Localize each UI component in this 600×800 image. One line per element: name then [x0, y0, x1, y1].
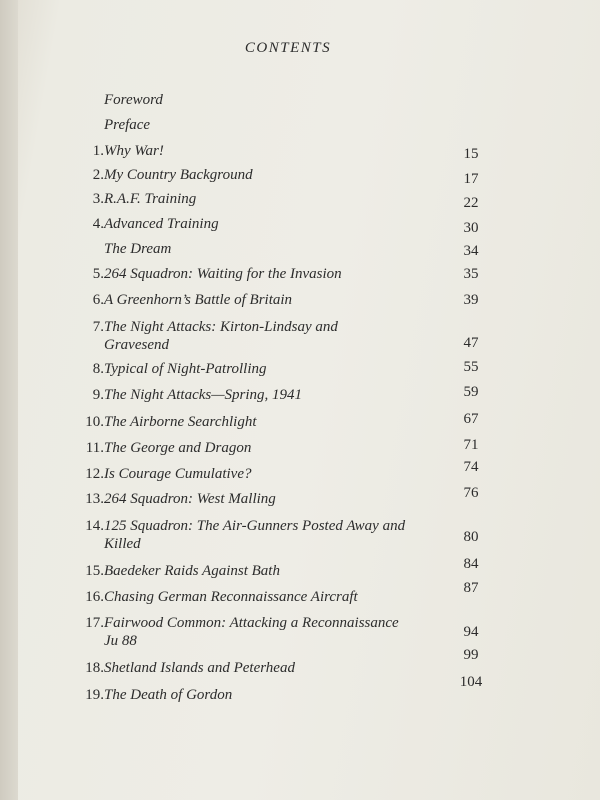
chapter-number: 4. [92, 216, 104, 232]
page-number: 104 [459, 674, 483, 690]
chapter-title: Is Courage Cumulative? [104, 466, 252, 482]
chapter-title: Typical of Night-Patrolling [104, 361, 267, 377]
chapter-number: 17. [85, 615, 104, 631]
toc-entry-title: Foreword [104, 92, 163, 108]
chapter-title: Advanced Training [104, 216, 219, 232]
chapter-number: 14. [85, 518, 104, 534]
chapter-title: Shetland Islands and Peterhead [104, 660, 295, 676]
page-number: 80 [463, 529, 479, 545]
chapter-title-line-2: Gravesend [104, 337, 169, 353]
page-number: 99 [463, 647, 479, 663]
page-number: 35 [463, 266, 479, 282]
page-number: 76 [463, 485, 479, 501]
chapter-title: The Death of Gordon [104, 687, 233, 703]
page-number: 15 [463, 146, 479, 162]
chapter-number: 15. [85, 563, 104, 579]
chapter-number: 18. [85, 660, 104, 676]
page-number: 55 [463, 359, 479, 375]
chapter-number: 12. [85, 466, 104, 482]
chapter-number: 10. [85, 414, 104, 430]
page-number: 17 [463, 171, 479, 187]
chapter-title-line-1: 125 Squadron: The Air-Gunners Posted Away and [104, 518, 406, 534]
chapter-title-line-1: The Night Attacks: Kirton-Lindsay and [104, 319, 338, 335]
chapter-number: 6. [92, 292, 104, 308]
chapter-number: 16. [85, 589, 104, 605]
page-number: 87 [463, 580, 479, 596]
chapter-number: 2. [92, 167, 104, 183]
page-number: 47 [463, 335, 479, 351]
page-number: 22 [463, 195, 479, 211]
page-number: 74 [463, 459, 479, 475]
chapter-title: The Dream [104, 241, 172, 257]
chapter-title: Baedeker Raids Against Bath [104, 563, 280, 579]
chapter-title: My Country Background [104, 167, 253, 183]
page-number: 71 [463, 437, 479, 453]
chapter-title-line-2: Killed [104, 536, 141, 552]
chapter-number: 8. [92, 361, 104, 377]
chapter-number: 19. [85, 687, 104, 703]
chapter-number: 3. [92, 191, 104, 207]
chapter-title-line-1: Fairwood Common: Attacking a Reconnaissance [104, 615, 399, 631]
chapter-title: Why War! [104, 143, 164, 159]
chapter-number: 1. [92, 143, 104, 159]
chapter-title: Chasing German Reconnaissance Aircraft [104, 589, 358, 605]
chapter-number: 11. [85, 440, 104, 456]
page-number: 94 [463, 624, 479, 640]
page-number: 30 [463, 220, 479, 236]
contents-heading: CONTENTS [244, 40, 332, 56]
page-number: 67 [463, 411, 479, 427]
page-number: 84 [463, 556, 479, 572]
chapter-title: A Greenhorn’s Battle of Britain [104, 292, 293, 308]
chapter-title: The Airborne Searchlight [104, 414, 257, 430]
book-page [18, 0, 600, 800]
chapter-number: 7. [92, 319, 104, 335]
chapter-title: 264 Squadron: West Malling [104, 491, 276, 507]
chapter-title-line-2: Ju 88 [104, 633, 137, 649]
chapter-title: 264 Squadron: Waiting for the Invasion [104, 266, 342, 282]
toc-entry-title: Preface [104, 117, 151, 133]
chapter-number: 5. [92, 266, 104, 282]
chapter-number: 9. [92, 387, 104, 403]
page-number: 59 [463, 384, 479, 400]
chapter-title: R.A.F. Training [104, 191, 197, 207]
chapter-title: The George and Dragon [104, 440, 252, 456]
page-number: 39 [463, 292, 479, 308]
page-edge [0, 0, 18, 800]
chapter-title: The Night Attacks—Spring, 1941 [104, 387, 303, 403]
chapter-number: 13. [85, 491, 104, 507]
page-number: 34 [463, 243, 479, 259]
